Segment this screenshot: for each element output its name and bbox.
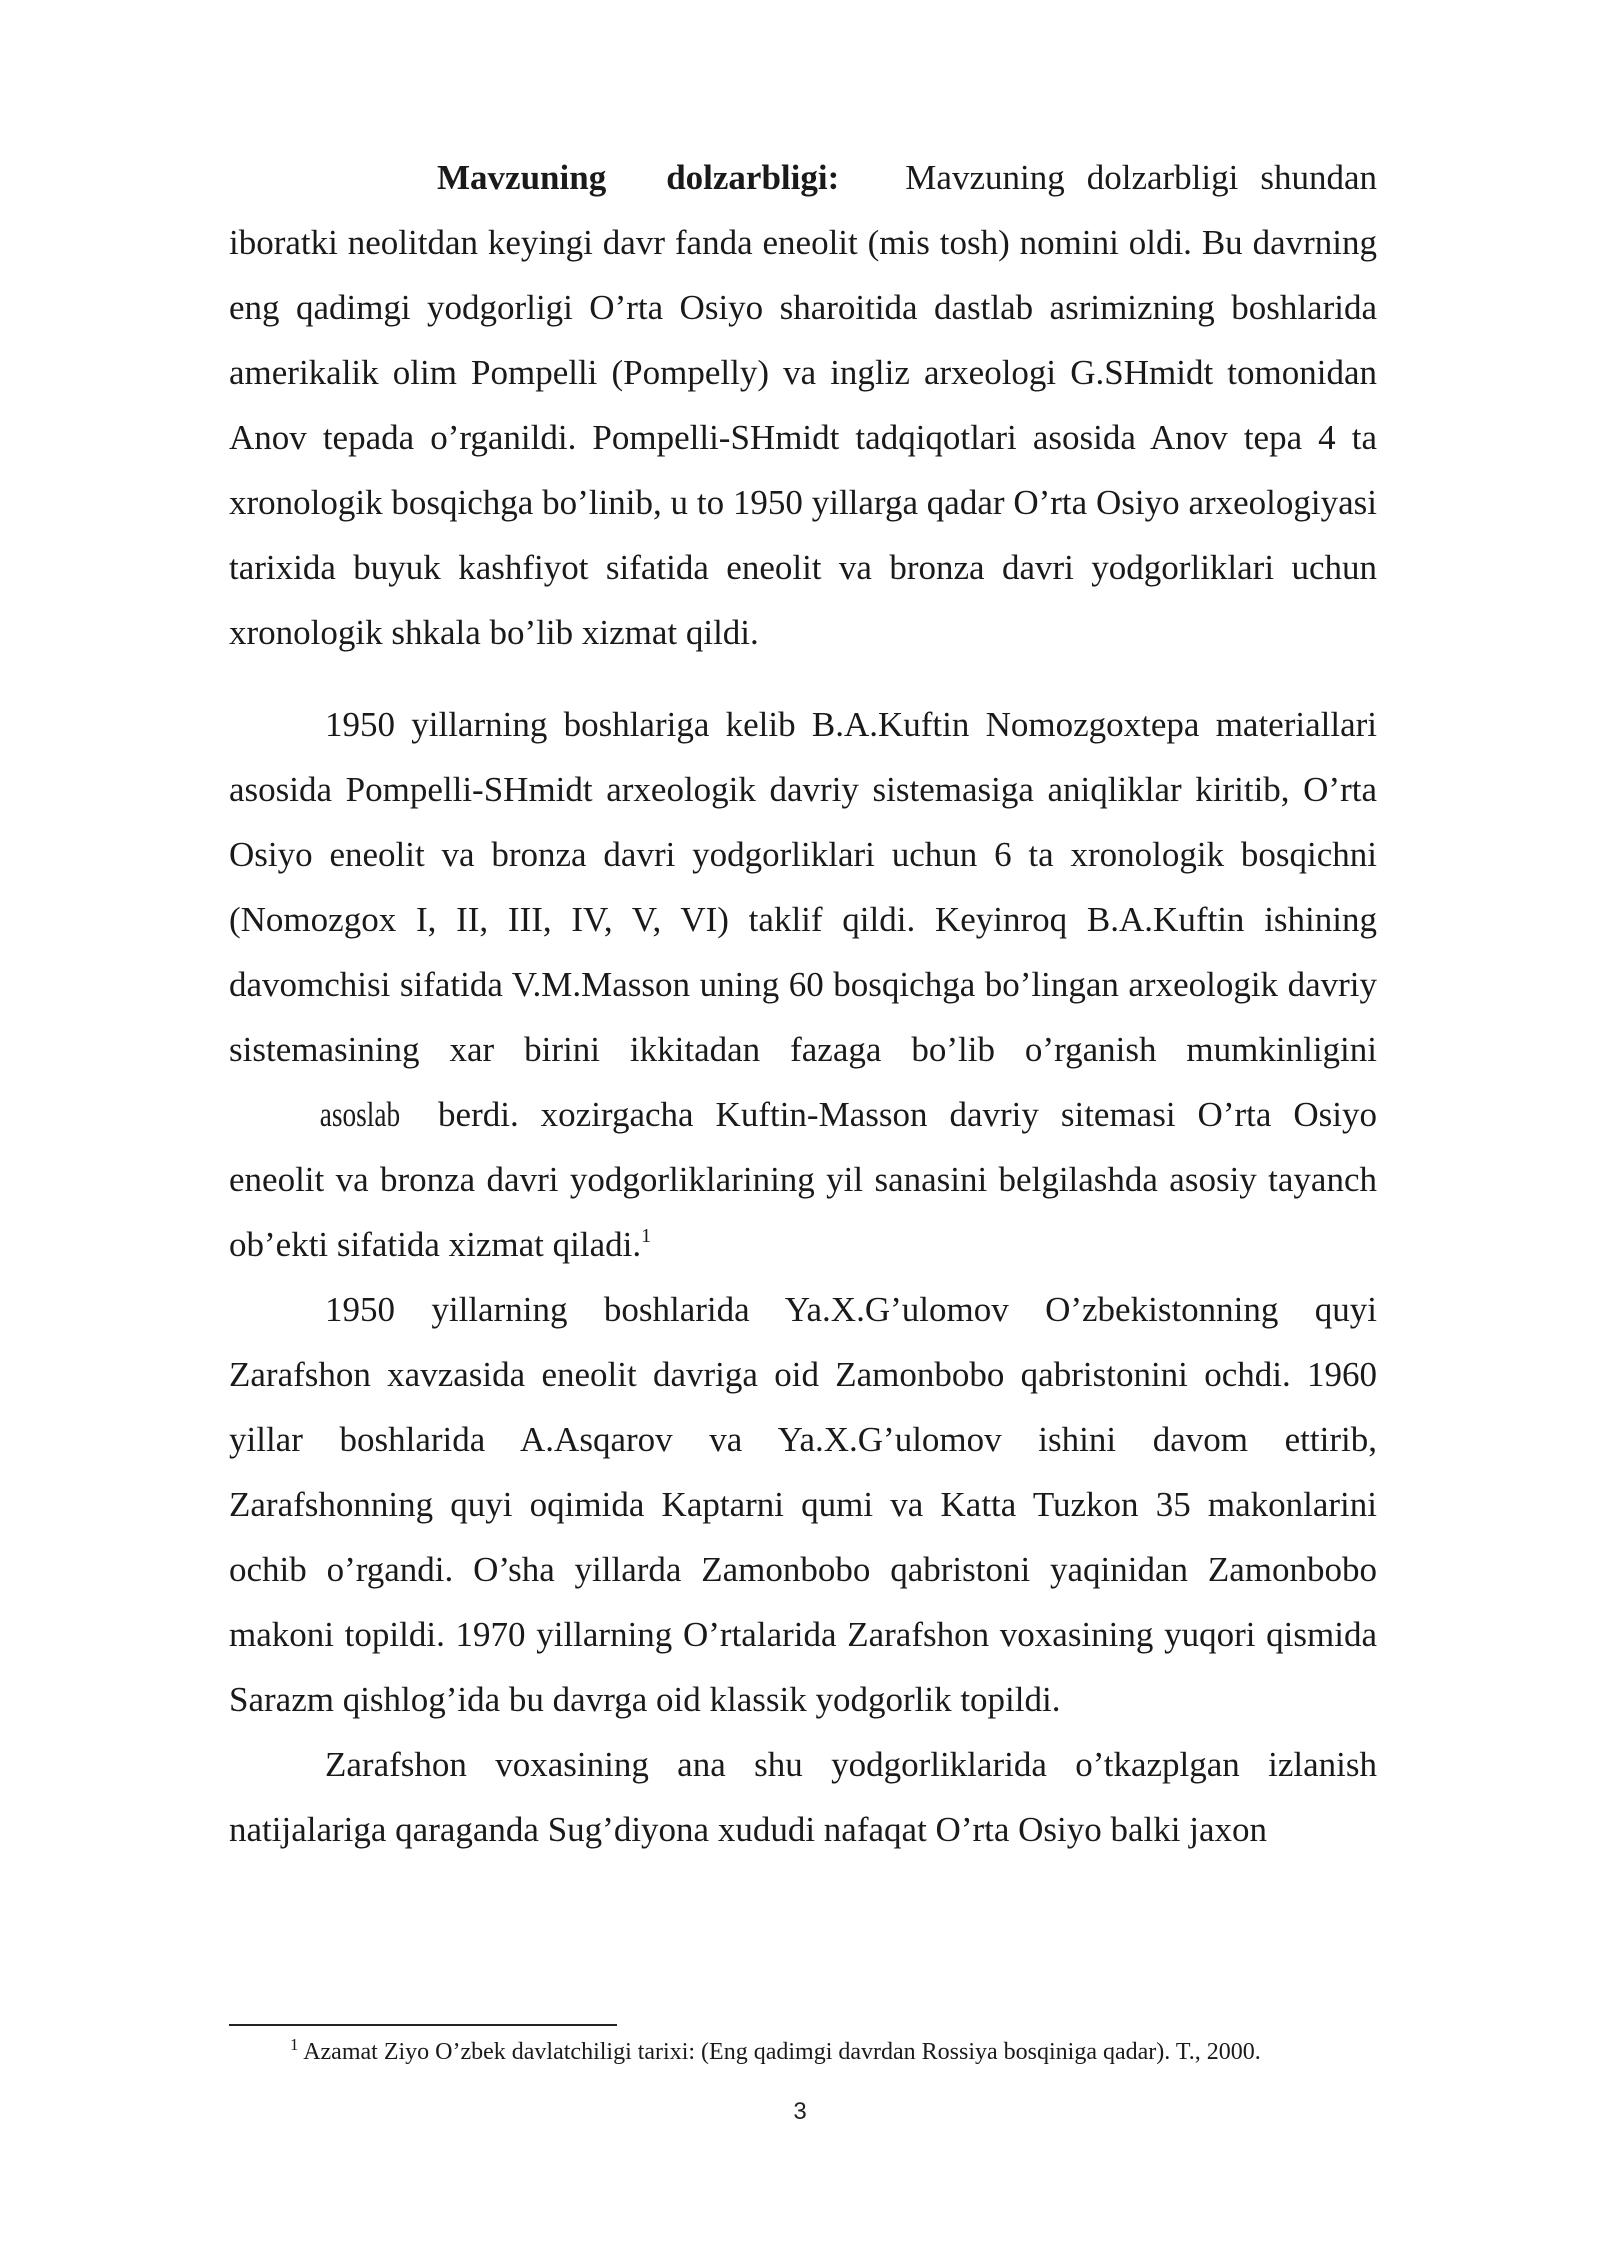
condensed-word: asoslab (319, 1095, 401, 1134)
paragraph-text: berdi. xozirgacha Kuftin-Masson davriy sitemasi O’rta Osiyo eneolit va bronza davri yodgorliklarining yil sanasini belgilashda asosiy tayanch ob’ekti sifatida xizmat qiladi. (229, 1095, 1377, 1264)
body-text (229, 145, 1377, 1862)
paragraph-text: Zarafshon voxasining ana shu yodgorliklarida o’tkazplgan izlanish natijalariga qaraganda Sug’diyona xududi nafaqat O’rta Osiyo balki jaxon (229, 1745, 1377, 1849)
section-heading (437, 158, 839, 197)
page-number: 3 (793, 2098, 807, 2125)
paragraph-chronology (229, 692, 1377, 1277)
footnote-text: Azamat Ziyo O’zbek davlatchiligi tarixi: (Eng qadimgi davrdan Rossiya bosqiniga qadar). T., 2000. (303, 2039, 1261, 2065)
paragraph-text: 1950 yillarning boshlarida Ya.X.G’ulomov O’zbekistonning quyi Zarafshon xavzasida eneolit davriga oid Zamonbobo qabristonini ochdi. 1960 yillar boshlarida A.Asqarov va Ya.X.G’ulomov ishini davom ettirib, Zarafshonning quyi oqimida Kaptarni qumi va Katta Tuzkon 35 makonlarini ochib o’rgandi. O’sha yillarda Zamonbobo qabristoni yaqinidan Zamonbobo makoni topildi. 1970 yillarning O’rtalarida Zarafshon voxasining yuqori qismida Sarazm qishlog’ida bu davrga oid klassik yodgorlik topildi. (229, 1290, 1377, 1719)
heading-word: Mavzuning (437, 158, 607, 197)
footnote-marker: 1 (290, 2035, 299, 2054)
footnote (290, 2032, 1380, 2072)
footnote-separator (229, 2024, 617, 2026)
paragraph-text: 1950 yillarning boshlariga kelib B.A.Kuftin Nomozgoxtepa materiallari asosida Pompelli-SHmidt arxeologik davriy sistemasiga aniqliklar kiritib, O’rta Osiyo eneolit va bronza davri yodgorliklari uchun 6 ta xronologik bosqichni (Nomozgox I, II, III, IV, V, VI) taklif qildi. Keyinroq B.A.Kuftin ishining davomchisi sifatida V.M.Masson uning 60 bosqichga bo’lingan arxeologik davriy sistemasining xar birini ikkitadan fazaga bo’lib o’rganish mumkinligini (229, 705, 1377, 1069)
footnote-reference[interactable]: 1 (641, 1225, 652, 1247)
paragraph-excavations (229, 1277, 1377, 1732)
paragraph-text: Mavzuning dolzarbligi shundan iboratki neolitdan keyingi davr fanda eneolit (mis tosh) nomini oldi. Bu davrning eng qadimgi yodgorligi O’rta Osiyo sharoitida dastlab asrimizning boshlarida amerikalik olim Pompelli (Pompelly) va ingliz arxeologi G.SHmidt tomonidan Anov tepada o’rganildi. Pompelli-SHmidt tadqiqotlari asosida Anov tepa 4 ta xronologik bosqichga bo’linib, u to 1950 yillarga qadar O’rta Osiyo arxeologiyasi tarixida buyuk kashfiyot sifatida eneolit va bronza davri yodgorliklari uchun xronologik shkala bo’lib xizmat qildi. (229, 158, 1377, 652)
heading-word: dolzarbligi: (666, 158, 840, 197)
paragraph-topic-relevance (229, 145, 1377, 665)
paragraph-zarafshon (229, 1732, 1377, 1862)
